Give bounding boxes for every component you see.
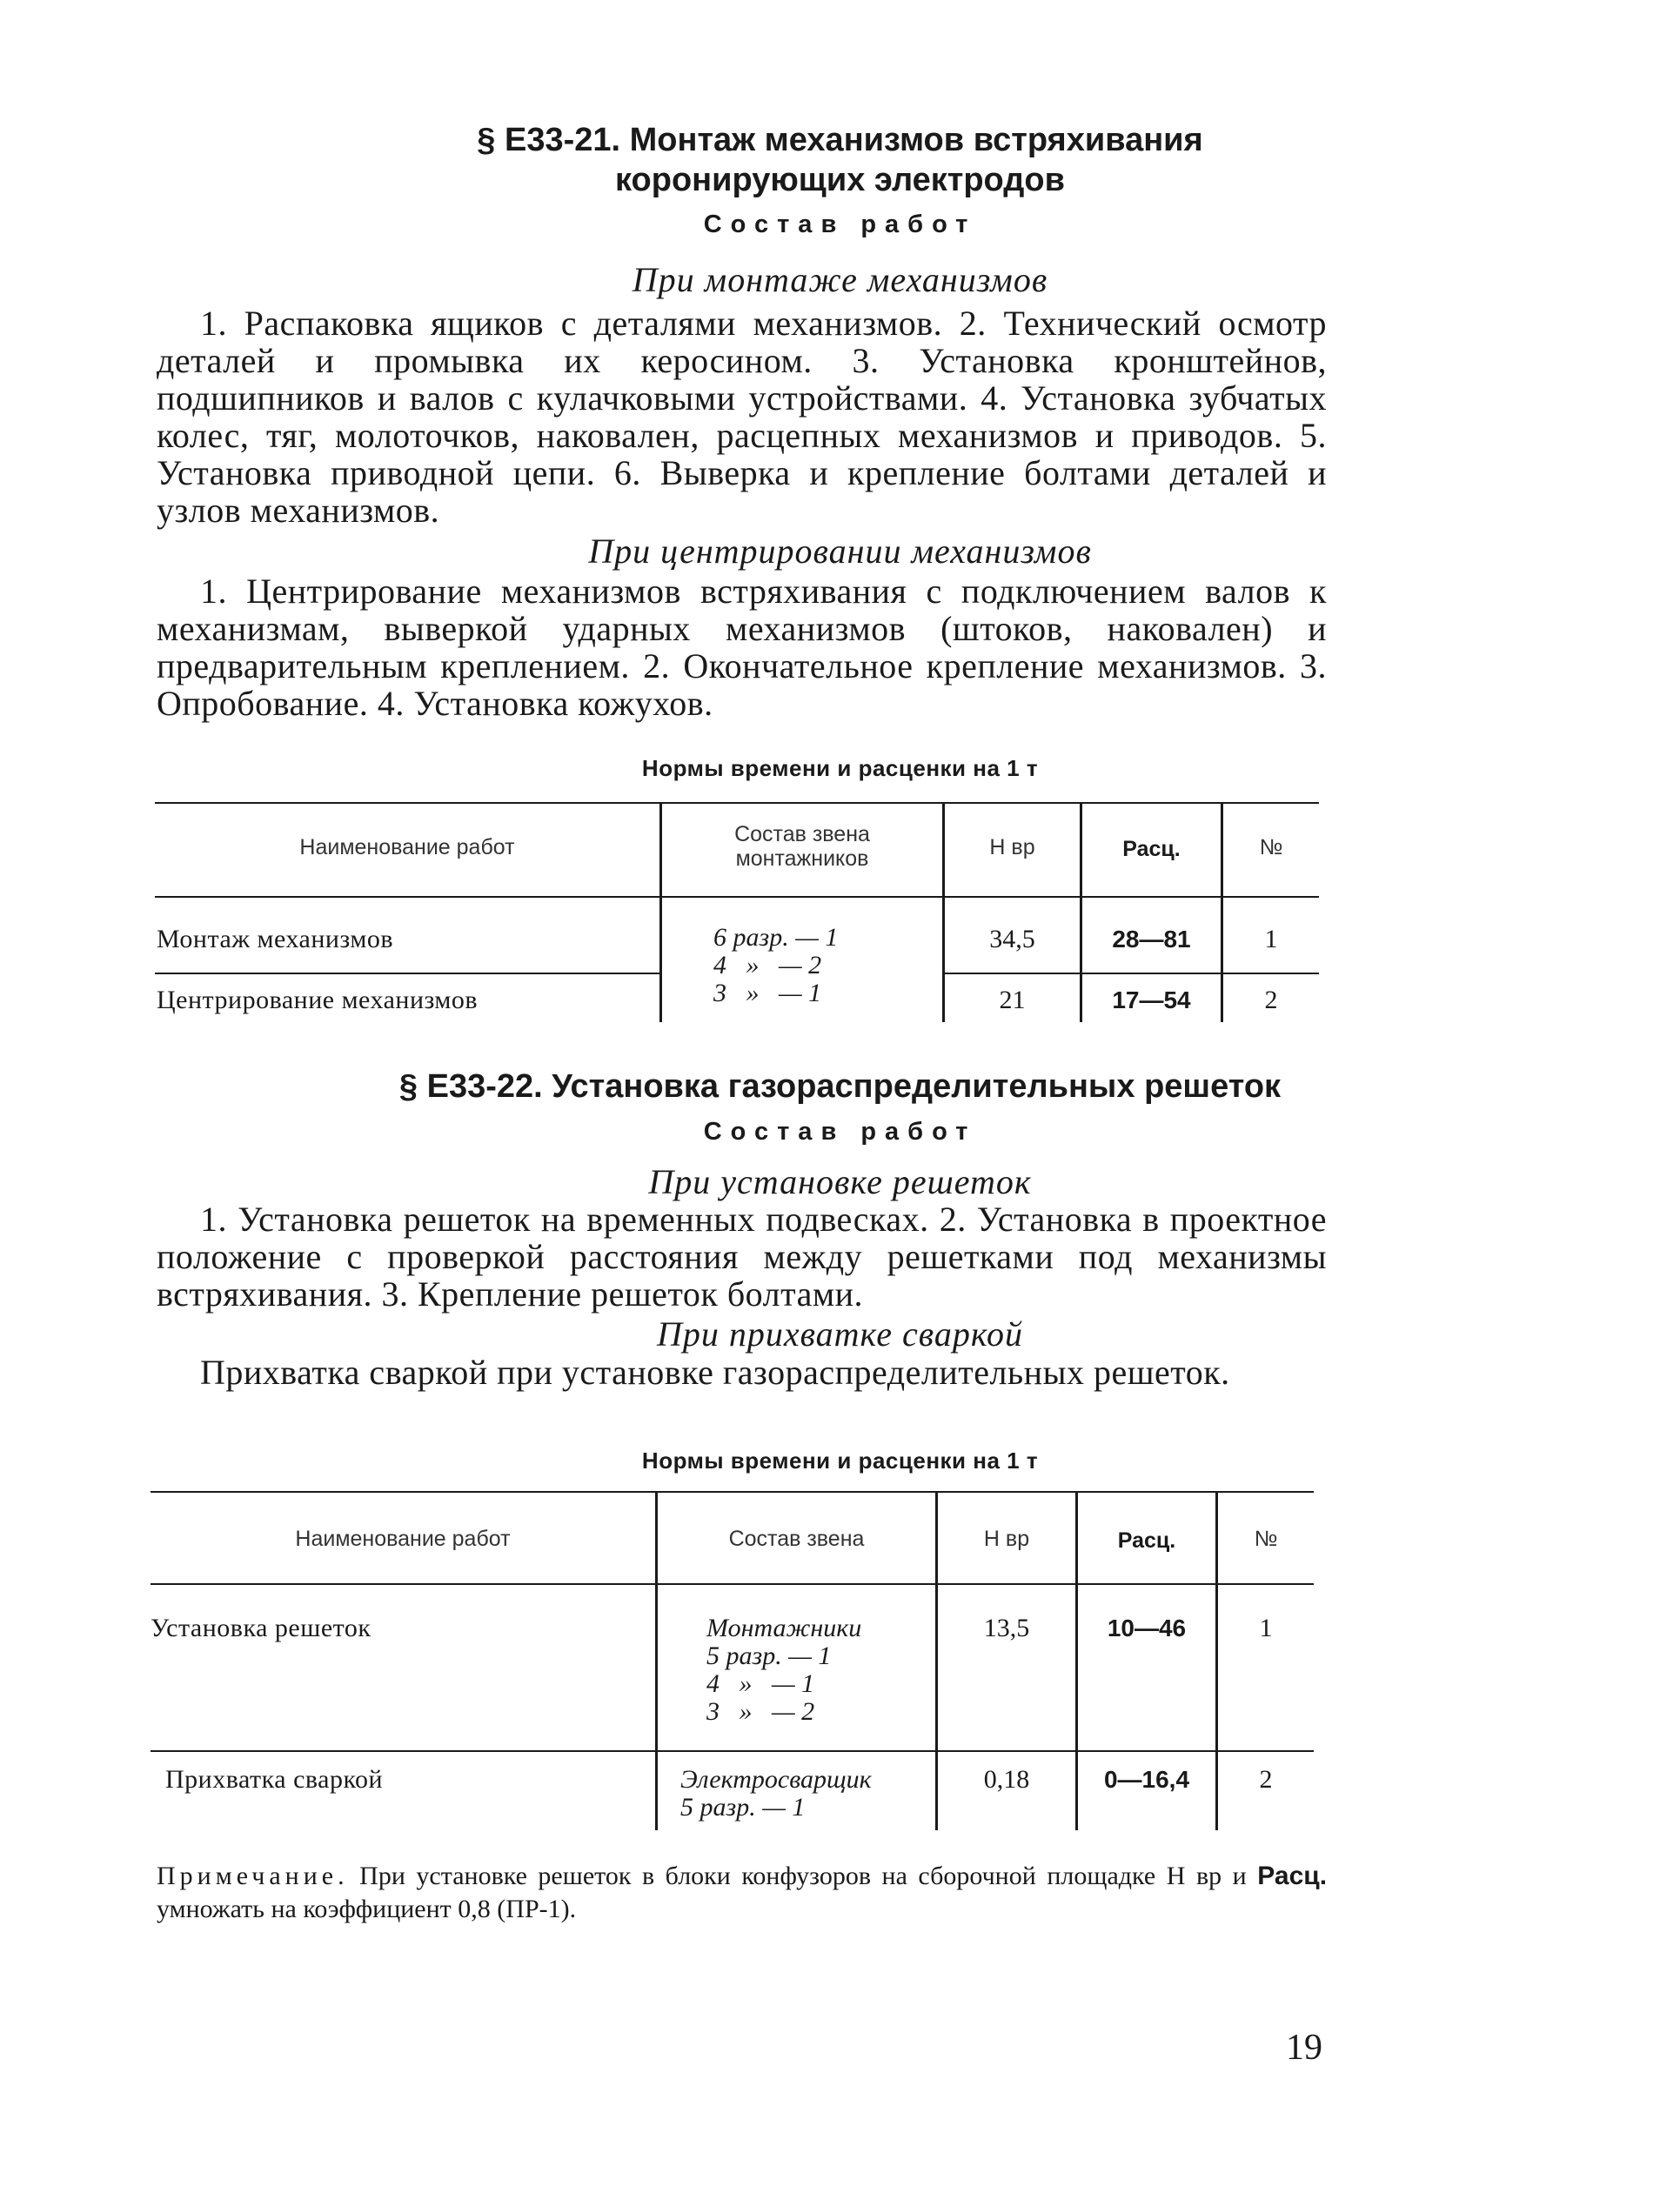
header-crew: Состав звена монтажников — [734, 822, 870, 871]
header-number: № — [1259, 835, 1283, 859]
table2-row-2-crew: Электросварщик 5 разр. — 1 — [680, 1765, 872, 1822]
table2-row-1-name: Установка решеток — [151, 1614, 371, 1642]
table2-row-2-name: Прихватка сваркой — [165, 1765, 384, 1794]
table-note — [157, 1860, 1327, 1926]
table2-row-2-number: 2 — [1259, 1765, 1273, 1794]
page-number: 19 — [1286, 2028, 1322, 2068]
table-caption-2: Нормы времени и расценки на 1 т — [641, 1448, 1039, 1474]
note-and: и — [1232, 1862, 1247, 1890]
composition-heading: Состав работ — [703, 211, 977, 238]
paragraph-centering: 1. Центрирование механизмов встряхивания с подключением валов к механизмам, выверкой ударных механизмов (штоков, наковален) и предварительным креплением. 2. Окончательное крепление механизмов. 3. Опробование. 4. Установка кожухов. — [157, 572, 1327, 723]
table-caption-1: Нормы времени и расценки на 1 т — [641, 755, 1039, 781]
table2-row-1-rate: 10—46 — [1107, 1615, 1187, 1641]
table-crew-grades: 6 разр. — 1 4 » — 2 3 » — 1 — [713, 923, 839, 1007]
table-row-2-number: 2 — [1264, 986, 1278, 1014]
header-work-name-2: Наименование работ — [295, 1527, 511, 1551]
subheading-mounting: При монтаже механизмов — [632, 260, 1048, 299]
header-rate: Расц. — [1122, 837, 1181, 861]
note-text-a: При установке решеток в блоки конфузоров на сборочной площадке — [359, 1862, 1156, 1890]
note-rate: Расц. — [1257, 1862, 1328, 1890]
table-row-2-name: Центрирование механизмов — [157, 986, 479, 1014]
table2-row-1-norm: 13,5 — [983, 1614, 1030, 1642]
paragraph-mounting: 1. Распаковка ящиков с деталями механизмов. 2. Технический осмотр деталей и промывка их керосином. 3. Установка кронштейнов, подшипников и валов с кулачковыми устройствами. 4. Установка зубчатых колес, тяг, молоточков, наковален, расцепных механизмов и приводов. 5. Установка приводной цепи. 6. Выверка и крепление болтами деталей и узлов механизмов. — [157, 304, 1327, 530]
table2-row-1-number: 1 — [1259, 1614, 1273, 1642]
paragraph-installing: 1. Установка решеток на временных подвесках. 2. Установка в проектное положение с проверкой расстояния между решетками под механизмы встряхивания. 3. Крепление решеток болтами. — [157, 1200, 1327, 1314]
table-row-2-norm: 21 — [999, 986, 1026, 1014]
table2-row-2-norm: 0,18 — [983, 1765, 1030, 1794]
note-text-b: умножать на коэффициент 0,8 (ПР-1). — [157, 1895, 577, 1923]
table2-row-1-crew: Монтажники 5 разр. — 1 4 » — 1 3 » — 2 — [706, 1614, 862, 1726]
note-norm: Н вр — [1166, 1862, 1222, 1890]
subheading-welding: При прихватке сваркой — [656, 1314, 1024, 1354]
composition-heading-2: Состав работ — [703, 1118, 977, 1146]
section-title-e33-21: § Е33-21. Монтаж механизмов встряхивания — [477, 122, 1203, 158]
section-title-e33-21-line2: коронирующих электродов — [615, 162, 1065, 198]
header-work-name: Наименование работ — [299, 835, 515, 859]
header-rate-2: Расц. — [1117, 1528, 1176, 1553]
paragraph-welding: Прихватка сваркой при установке газораспределительных решеток. — [200, 1353, 1230, 1392]
section-title-e33-22: § Е33-22. Установка газораспределительных решеток — [398, 1068, 1282, 1105]
header-norm-2: Н вр — [983, 1527, 1030, 1551]
note-label: Примечание. — [157, 1862, 349, 1890]
header-number-2: № — [1254, 1527, 1278, 1551]
header-crew-2: Состав звена — [728, 1527, 865, 1551]
table-row-2-rate: 17—54 — [1112, 986, 1191, 1013]
table2-row-2-rate: 0—16,4 — [1103, 1766, 1190, 1793]
table-row-1-norm: 34,5 — [989, 925, 1035, 953]
header-norm: Н вр — [989, 835, 1035, 859]
table-row-1-name: Монтаж механизмов — [157, 925, 394, 953]
table-row-1-rate: 28—81 — [1112, 926, 1191, 953]
subheading-centering: При центрировании механизмов — [588, 532, 1092, 571]
subheading-installing: При установке решеток — [648, 1162, 1032, 1201]
table-row-1-number: 1 — [1264, 925, 1278, 953]
